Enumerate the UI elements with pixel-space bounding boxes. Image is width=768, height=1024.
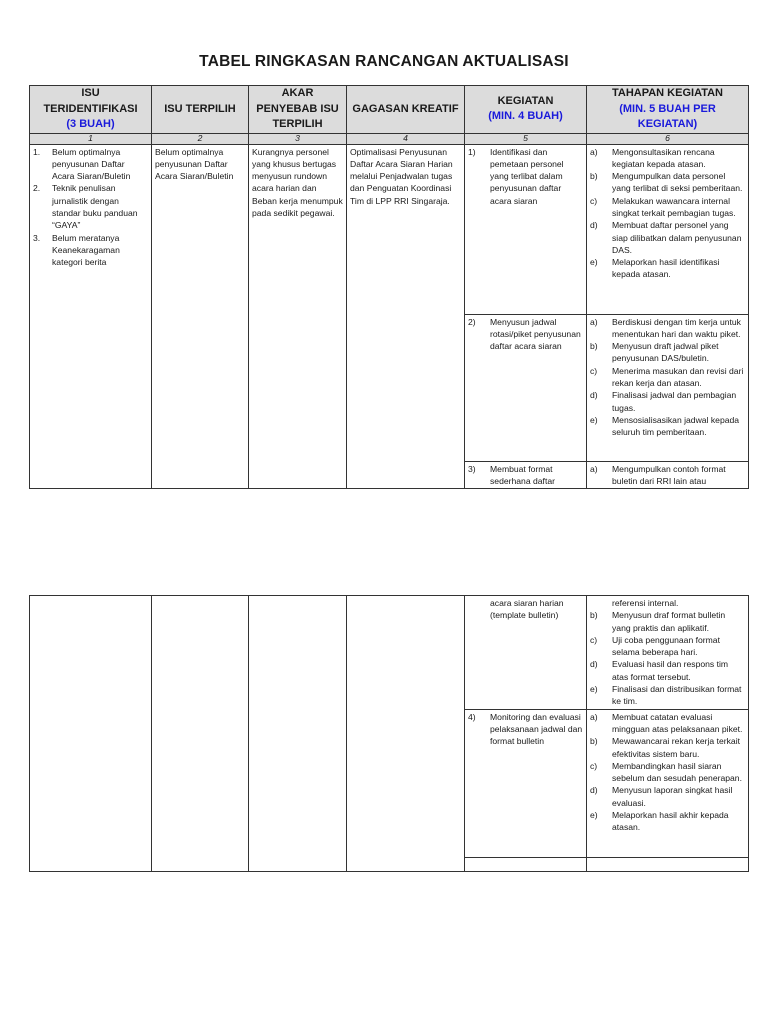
- header-akar-penyebab: AKAR PENYEBAB ISU TERPILIH: [249, 86, 347, 134]
- column-number: 4: [347, 133, 465, 144]
- step-item: e) Mensosialisasikan jadwal kepada seluruh tim pemberitaan.: [590, 414, 740, 438]
- step-item: d) Menyusun laporan singkat hasil evaluasi.: [590, 785, 733, 808]
- column-number: 3: [249, 133, 347, 144]
- step-item: a) Mengonsultasikan rencana kegiatan kepada atasan.: [590, 146, 715, 169]
- step-item: b) Mewawancarai rekan kerja terkait efektivitas sistem baru.: [590, 736, 741, 759]
- step-item: a) Berdiskusi dengan tim kerja untuk menentukan hari dan waktu piket.: [590, 316, 741, 339]
- step-item: c) Menerima masukan dan revisi dari rekan kerja dan atasan.: [590, 365, 744, 388]
- tahapan-cell: [587, 461, 749, 489]
- step-item: e) Melaporkan hasil identifikasi kepada atasan.: [590, 257, 720, 280]
- aktualisasi-table: [29, 85, 749, 489]
- akar-penyebab-cell: [249, 596, 347, 872]
- isu-teridentifikasi-cell: [30, 144, 152, 489]
- header-tahapan-kegiatan: TAHAPAN KEGIATAN (MIN. 5 BUAH PER KEGIATAN): [587, 86, 749, 134]
- step-item: b) Mengumpulkan data personel yang terlibat di seksi pemberitaan.: [590, 171, 743, 194]
- step-item: e) Melaporkan hasil akhir kepada atasan.: [590, 810, 729, 833]
- isu-teridentifikasi-cell: [30, 596, 152, 872]
- gagasan-kreatif-cell: [347, 596, 465, 872]
- step-item: a) Membuat catatan evaluasi mingguan atas pelaksanaan piket.: [590, 711, 743, 734]
- tahapan-cell: [587, 144, 749, 314]
- step-item: d) Evaluasi hasil dan respons tim atas format tersebut.: [590, 659, 729, 682]
- column-number: 1: [30, 133, 152, 144]
- step-item: c) Uji coba penggunaan format selama beberapa hari.: [590, 634, 720, 658]
- isu-terpilih-cell: Belum optimalnya penyusunan Daftar Acara Siaran/Buletin: [152, 144, 249, 489]
- step-item: referensi internal.: [612, 598, 679, 608]
- empty-kegiatan-cell: [465, 857, 587, 871]
- step-item: b) Menyusun draft jadwal piket penyusunan DAS/buletin.: [590, 341, 719, 364]
- aktualisasi-table-continued: [29, 595, 749, 872]
- kegiatan-cell: 3) Membuat format sederhana daftar: [465, 461, 587, 489]
- header-gagasan-kreatif: GAGASAN KREATIF: [347, 86, 465, 134]
- kegiatan-cell: acara siaran harian (template bulletin): [465, 596, 587, 710]
- list-item: 3. Belum meratanya Keanekaragaman kategori berita: [33, 232, 120, 268]
- header-isu-teridentifikasi: ISU TERIDENTIFIKASI (3 BUAH): [30, 86, 152, 134]
- step-item: b) Menyusun draf format bulletin yang praktis dan aplikatif.: [590, 610, 726, 633]
- empty-tahapan-cell: [587, 857, 749, 871]
- kegiatan-cell: 4) Monitoring dan evaluasi pelaksanaan jadwal dan format bulletin: [465, 709, 587, 857]
- tahapan-cell: [587, 314, 749, 461]
- step-item: d) Finalisasi jadwal dan pembagian tugas.: [590, 390, 737, 413]
- akar-penyebab-cell: Kurangnya personel yang khusus bertugas menyusun rundown acara harian dan Beban kerja menumpuk pada sedikit pegawai.: [249, 144, 347, 489]
- header-isu-terpilih: ISU TERPILIH: [152, 86, 249, 134]
- kegiatan-cell: 1) Identifikasi dan pemetaan personel yang terlibat dalam penyusunan daftar acara siaran: [465, 144, 587, 314]
- step-item: e) Finalisasi dan distribusikan format ke tim.: [590, 684, 742, 707]
- step-item: a) Mengumpulkan contoh format buletin dari RRI lain atau: [590, 463, 726, 486]
- page-title: TABEL RINGKASAN RANCANGAN AKTUALISASI: [199, 53, 569, 70]
- column-number: 6: [587, 133, 749, 144]
- list-item: 1. Belum optimalnya penyusunan Daftar Acara Siaran/Buletin: [33, 146, 131, 182]
- step-item: d) Membuat daftar personel yang siap dilibatkan dalam penyusunan DAS.: [590, 220, 742, 255]
- step-item: c) Membandingkan hasil siaran sebelum dan sesudah penerapan.: [590, 760, 742, 784]
- tahapan-cell: [587, 596, 749, 710]
- step-item: c) Melakukan wawancara internal singkat terkait pembagian tugas.: [590, 195, 736, 218]
- isu-terpilih-cell: [152, 596, 249, 872]
- column-number: 2: [152, 133, 249, 144]
- gagasan-kreatif-cell: Optimalisasi Penyusunan Daftar Acara Siaran Harian melalui Penjadwalan tugas dan Penguatan Koordinasi Tim di LPP RRI Singaraja.: [347, 144, 465, 489]
- column-number: 5: [465, 133, 587, 144]
- list-item: 2. Teknik penulisan jurnalistik dengan standar buku panduan “GAYA”: [33, 183, 138, 231]
- tahapan-cell: [587, 709, 749, 857]
- header-kegiatan: KEGIATAN (MIN. 4 BUAH): [465, 86, 587, 134]
- kegiatan-cell: 2) Menyusun jadwal rotasi/piket penyusunan daftar acara siaran: [465, 314, 587, 461]
